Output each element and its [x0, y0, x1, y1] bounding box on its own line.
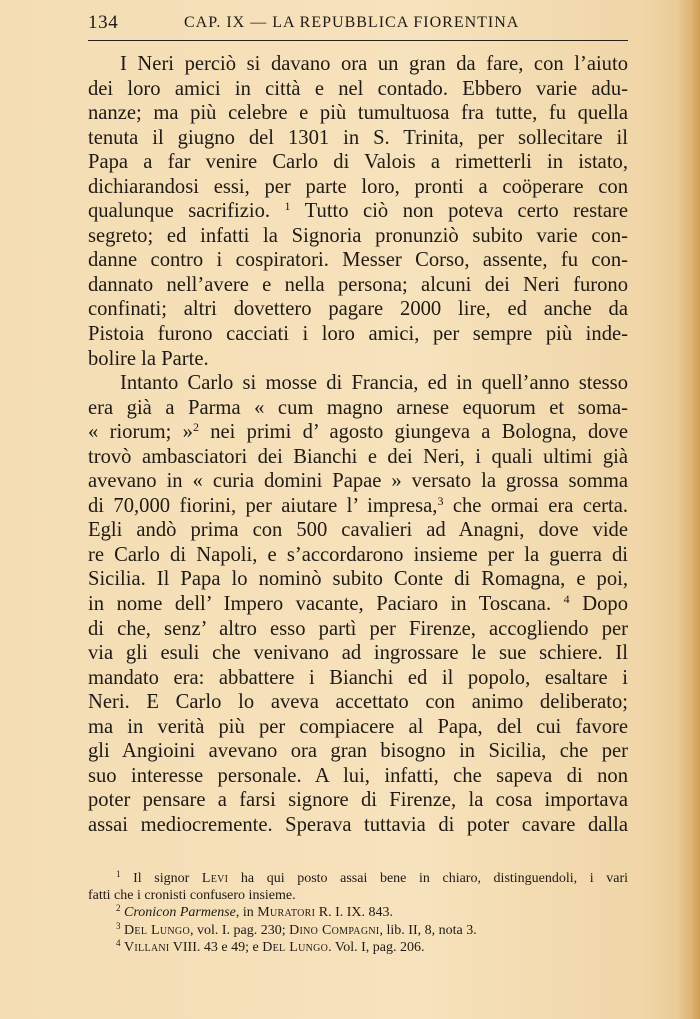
- text-line: gli Angioini avevano ora gran bisogno in Sicilia, che per: [88, 740, 628, 763]
- text-line: mandato era: abbattere i Bianchi ed il popolo, esaltare i: [88, 666, 628, 689]
- text-line: danne contro i cospiratori. Messer Corso, assente, fu con-: [88, 249, 628, 272]
- text-line: ma in verità più per compiacere al Papa, del cui favore: [88, 715, 628, 738]
- text-segment: nei primi d’ agosto giungeva a Bologna, dove: [210, 421, 628, 444]
- footnote-mark: 3: [116, 920, 121, 931]
- text-line: [88, 494, 628, 519]
- author-name: Muratori: [257, 905, 316, 921]
- page-edge-shading: [678, 0, 700, 1019]
- work-title: Cronicon Parmense: [124, 905, 236, 921]
- text-segment: Tutto ciò non poteva certo restare: [304, 200, 628, 223]
- footnote-text: ha qui posto assai bene in chiaro, distinguendoli, i vari: [240, 871, 629, 886]
- footnote-mark: 1: [116, 869, 121, 879]
- note-ref: 4: [563, 592, 570, 607]
- text-line: re Carlo di Napoli, e s’accordarono insieme per la guerra di: [88, 543, 628, 566]
- author-name: Levi: [201, 871, 229, 886]
- author-name: Villani: [124, 939, 170, 955]
- text-line: [88, 592, 628, 617]
- footnote-3: [88, 922, 628, 939]
- footnote-text: , lib. II, 8, nota 3.: [379, 922, 477, 938]
- header-rule: [88, 40, 628, 41]
- text-line: tenuta il giugno del 1301 in S. Trinita, per sollecitare il: [88, 126, 628, 149]
- text-line: assai mediocremente. Sperava tuttavia di poter cavare dalla: [88, 813, 628, 836]
- text-line: Sicilia. Il Papa lo nominò subito Conte di Romagna, e poi,: [88, 568, 628, 591]
- footnote-mark: 2: [116, 903, 121, 914]
- footnote-1-continued: fatti che i cronisti confusero insieme.: [88, 888, 296, 904]
- text-segment: Dopo: [582, 593, 628, 616]
- text-line: suo interesse personale. A lui, infatti, che sapeva di non: [88, 764, 628, 787]
- text-segment: in nome dell’ Impero vacante, Paciaro in Toscana.: [88, 593, 552, 616]
- note-ref: 1: [284, 199, 291, 214]
- footnote-mark: 4: [116, 937, 121, 948]
- text-line: Neri. E Carlo lo aveva accettato con animo deliberato;: [88, 691, 628, 714]
- text-line: segreto; ed infatti la Signoria pronunziò subito varie con-: [88, 224, 628, 247]
- text-line: avevano in « curia domini Papae » versato la grossa somma: [88, 470, 628, 493]
- text-line: confinati; altri dovettero pagare 2000 lire, ed anche da: [88, 298, 628, 321]
- text-line: Egli andò prima con 500 cavalieri ad Anagni, dove vide: [88, 519, 628, 542]
- author-name: Del Lungo: [124, 922, 190, 938]
- text-line: dichiarandosi essi, per parte loro, pronti a coöperare con: [88, 175, 628, 198]
- text-line: Intanto Carlo si mosse di Francia, ed in quell’anno stesso: [120, 372, 628, 395]
- text-line: poter pensare a farsi signore di Firenze, la cosa importava: [88, 789, 628, 812]
- text-line: [88, 199, 628, 224]
- text-segment: qualunque sacrifizio.: [88, 200, 271, 223]
- text-line: dei loro amici in città e nel contado. Ebbero varie adu-: [88, 77, 628, 100]
- text-segment: di 70,000 fiorini, per aiutare l’ impresa,: [88, 494, 438, 517]
- text-line: trovò ambasciatori dei Bianchi e dei Neri, i quali ultimi già: [88, 445, 628, 468]
- text-line: [88, 420, 628, 445]
- text-line: era già a Parma « cum magno arnese equorum et soma-: [88, 396, 628, 419]
- text-segment: che ormai era certa.: [452, 494, 628, 517]
- text-line: I Neri perciò si davano ora un gran da fare, con l’aiuto: [120, 53, 628, 75]
- author-name: Dino Compagni: [289, 922, 380, 938]
- chapter-title: CAP. IX — LA REPUBBLICA FIORENTINA: [184, 14, 520, 31]
- note-ref: 3: [437, 493, 444, 508]
- text-line: di che, senz’ altro esso partì per Firenze, accogliendo per: [88, 617, 628, 640]
- running-head: [88, 12, 628, 38]
- text-line: nanze; ma più celebre e più tumultuosa fra tutte, fu quella: [88, 102, 628, 125]
- footnote-4: [88, 939, 628, 956]
- footnote-text: VIII. 43 e 49; e: [172, 939, 259, 955]
- footnotes: [88, 870, 628, 956]
- text-line: bolire la Parte.: [88, 347, 209, 370]
- footnote-text: . Vol. I, pag. 206.: [328, 939, 425, 955]
- author-name: Del Lungo: [262, 939, 329, 955]
- footnote-2: [88, 904, 628, 921]
- text-line: dannato nell’avere e nella persona; alcuni dei Neri furono: [88, 273, 628, 296]
- footnote-text: , vol. I. pag. 230;: [189, 922, 286, 938]
- page-number: 134: [88, 12, 119, 33]
- text-line: Pistoia furono cacciati i loro amici, per sempre più inde-: [88, 323, 628, 346]
- note-ref: 2: [192, 420, 199, 435]
- body-text: [88, 52, 628, 838]
- text-segment: « riorum; »: [88, 421, 193, 444]
- text-line: via gli esuli che venivano ad ingrossare le sue schiere. Il: [88, 642, 628, 665]
- text-line: Papa a far venire Carlo di Valois a rimetterli in istato,: [88, 151, 628, 174]
- footnote-text: R. I. IX. 843.: [318, 905, 394, 921]
- footnote-text: Il signor: [133, 871, 190, 886]
- footnote-text: , in: [235, 905, 254, 921]
- footnote-1: [88, 870, 628, 887]
